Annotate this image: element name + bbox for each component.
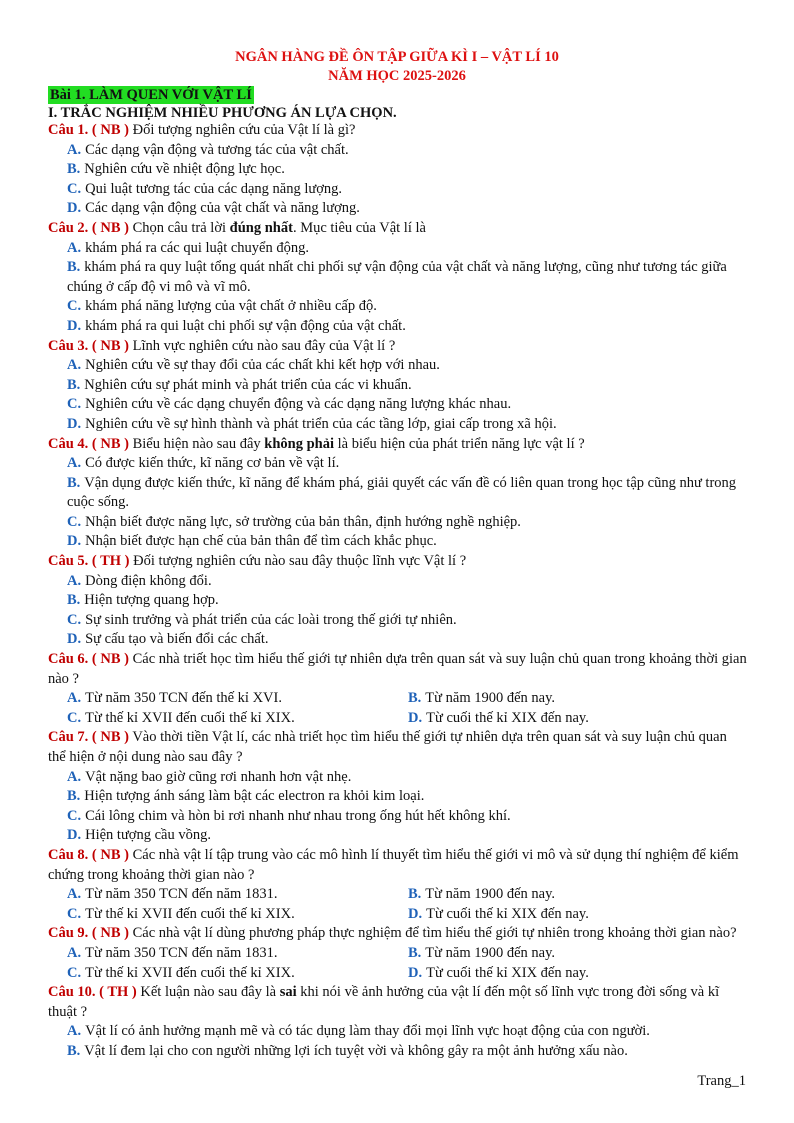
answer-option-a[interactable] (67, 1022, 748, 1042)
option-letter: A. (67, 141, 82, 158)
option-letter: C. (67, 513, 82, 530)
question-text: Đối tượng nghiên cứu của Vật lí là gì? (128, 122, 356, 138)
option-text: Từ cuối thế kỉ XIX đến nay. (426, 905, 589, 922)
option-letter: D. (67, 415, 82, 432)
question-block (48, 435, 748, 553)
option-letter: B. (67, 376, 81, 393)
answer-option-a[interactable] (67, 689, 408, 709)
answer-option-d[interactable] (67, 826, 748, 846)
option-text: Hiện tượng ánh sáng làm bật các electron ra khỏi kim loại. (84, 788, 425, 805)
answer-options (48, 885, 748, 924)
option-row (67, 964, 748, 984)
page-number: Trang_1 (697, 1073, 746, 1089)
question-text: Lĩnh vực nghiên cứu nào sau đây của Vật lí ? (128, 337, 396, 354)
answer-option-c[interactable] (67, 513, 748, 533)
question-number: Câu 9. ( NB ) (48, 925, 129, 942)
answer-option-d[interactable] (408, 964, 749, 984)
answer-option-b[interactable] (67, 787, 748, 807)
option-letter: C. (67, 298, 82, 315)
option-letter: A. (67, 768, 82, 785)
answer-option-b[interactable] (408, 885, 749, 905)
option-letter: B. (408, 886, 422, 903)
answer-option-c[interactable] (67, 395, 748, 415)
part-heading: I. TRẮC NGHIỆM NHIỀU PHƯƠNG ÁN LỰA CHỌN. (48, 105, 397, 121)
option-text: Sự cấu tạo và biến đổi các chất. (85, 631, 269, 648)
option-text: Vật nặng bao giờ cũng rơi nhanh hơn vật nhẹ. (85, 768, 352, 785)
option-row (67, 885, 748, 905)
question-text: Các nhà vật lí tập trung vào các mô hình lí thuyết tìm hiểu thế giới vi mô và sử dụng thí nghiệm để kiểm chứng trong khoảng thời gian nào ? (48, 846, 739, 883)
question-number: Câu 8. ( NB ) (48, 846, 129, 863)
question-number: Câu 7. ( NB ) (48, 729, 129, 746)
question-number: Câu 10. ( TH ) (48, 984, 137, 1001)
answer-option-d[interactable] (67, 415, 748, 435)
answer-options (48, 141, 748, 219)
question-emphasis: không phải (264, 435, 335, 452)
option-text: Qui luật tương tác của các dạng năng lượng. (85, 180, 343, 197)
option-text: Nhận biết được năng lực, sở trường của bản thân, định hướng nghề nghiệp. (85, 513, 521, 530)
option-letter: B. (67, 161, 81, 178)
option-text: Từ năm 1900 đến nay. (425, 690, 556, 707)
question-text: Các nhà vật lí dùng phương pháp thực nghiệm để tìm hiểu thế giới tự nhiên trong khoảng thời gian nào? (128, 925, 737, 942)
option-letter: C. (67, 709, 82, 726)
option-letter: D. (67, 631, 82, 648)
question-stem (48, 219, 748, 239)
question-block (48, 552, 748, 650)
answer-option-a[interactable] (67, 885, 408, 905)
answer-options (48, 1022, 748, 1061)
question-text: là biểu hiện của phát triển năng lực vật lí ? (334, 435, 585, 452)
question-list (48, 121, 748, 1062)
option-letter: A. (67, 944, 82, 961)
question-text: Biểu hiện nào sau đây (128, 435, 265, 452)
option-row (67, 709, 748, 729)
question-block (48, 219, 748, 337)
option-letter: C. (67, 396, 82, 413)
option-letter: D. (67, 827, 82, 844)
answer-options (48, 768, 748, 846)
answer-option-c[interactable] (67, 964, 408, 984)
option-text: Nghiên cứu về các dạng chuyển động và các dạng năng lượng khác nhau. (85, 396, 512, 413)
option-text: Nghiên cứu về sự hình thành và phát triển của các tầng lớp, giai cấp trong xã hội. (85, 415, 557, 432)
option-text: Từ thế kỉ XVII đến cuối thế kỉ XIX. (85, 905, 295, 922)
question-stem (48, 846, 748, 885)
question-block (48, 983, 748, 1061)
option-text: khám phá ra qui luật chi phối sự vận động của vật chất. (85, 317, 406, 334)
question-number: Câu 3. ( NB ) (48, 337, 129, 354)
document-title: NGÂN HÀNG ĐỀ ÔN TẬP GIỮA KÌ I – VẬT LÍ 10 (235, 49, 559, 65)
question-number: Câu 1. ( NB ) (48, 122, 129, 138)
question-stem (48, 650, 748, 689)
question-block (48, 650, 748, 728)
answer-option-b[interactable] (408, 944, 749, 964)
option-text: Từ năm 350 TCN đến năm 1831. (85, 944, 278, 961)
option-text: Có được kiến thức, kĩ năng cơ bản về vật lí. (85, 455, 340, 472)
option-text: Các dạng vận động và tương tác của vật chất. (85, 141, 349, 158)
question-text: Vào thời tiền Vật lí, các nhà triết học tìm hiểu thế giới tự nhiên dựa trên quan sát và suy luận chủ quan thể hiện ở nội dung nào sau đây ? (48, 729, 727, 765)
question-stem (48, 728, 748, 767)
option-letter: B. (408, 690, 422, 707)
answer-option-b[interactable] (67, 1042, 748, 1062)
option-letter: A. (67, 239, 82, 256)
answer-option-a[interactable] (67, 141, 748, 161)
option-letter: D. (408, 709, 423, 726)
answer-options (48, 356, 748, 434)
question-emphasis: đúng nhất (229, 219, 293, 236)
option-letter: A. (67, 357, 82, 374)
option-text: khám phá ra quy luật tổng quát nhất chi phối sự vận động của vật chất và năng lượng, cũng như tương tác giữa chúng ở cấp độ vi mô và vĩ mô. (67, 259, 727, 295)
option-text: Sự sinh trưởng và phát triển của các loài trong thế giới tự nhiên. (85, 611, 457, 628)
answer-option-d[interactable] (408, 709, 749, 729)
answer-option-c[interactable] (67, 611, 748, 631)
question-emphasis: sai (279, 984, 297, 1001)
answer-option-a[interactable] (67, 768, 748, 788)
option-letter: B. (408, 944, 422, 961)
option-letter: D. (67, 317, 82, 334)
question-stem (48, 435, 748, 455)
question-text: . Mục tiêu của Vật lí là (292, 219, 426, 236)
option-letter: B. (67, 474, 81, 491)
option-letter: D. (408, 964, 423, 981)
answer-options (48, 239, 748, 337)
option-text: Từ năm 350 TCN đến năm 1831. (85, 886, 278, 903)
question-stem (48, 552, 748, 572)
option-row (67, 944, 748, 964)
answer-option-d[interactable] (408, 905, 749, 925)
answer-option-a[interactable] (67, 454, 748, 474)
option-text: Từ thế kỉ XVII đến cuối thế kỉ XIX. (85, 709, 295, 726)
answer-options (48, 454, 748, 552)
option-row (67, 689, 748, 709)
question-text: Chọn câu trả lời (128, 219, 230, 236)
question-text: khi nói về ảnh hưởng của vật lí đến một số lĩnh vực trong đời sống và kĩ thuật ? (48, 984, 720, 1020)
option-letter: C. (67, 180, 82, 197)
option-letter: B. (67, 592, 81, 609)
option-text: Từ cuối thế kỉ XIX đến nay. (426, 964, 589, 981)
option-letter: D. (408, 905, 423, 922)
answer-option-a[interactable] (67, 944, 408, 964)
option-text: Vật lí đem lại cho con người những lợi ích tuyệt vời và không gây ra một ảnh hưởng xấu nào. (84, 1042, 628, 1059)
option-text: Từ năm 1900 đến nay. (425, 944, 556, 961)
answer-option-d[interactable] (67, 317, 748, 337)
answer-option-b[interactable] (67, 258, 748, 297)
option-text: Cái lông chim và hòn bi rơi nhanh như nhau trong ống hút hết không khí. (85, 807, 511, 824)
question-stem (48, 337, 748, 357)
question-stem (48, 121, 748, 141)
option-letter: A. (67, 572, 82, 589)
question-number: Câu 2. ( NB ) (48, 219, 129, 236)
question-number: Câu 6. ( NB ) (48, 651, 129, 668)
school-year: NĂM HỌC 2025-2026 (328, 68, 466, 84)
option-text: Vận dụng được kiến thức, kĩ năng để khám phá, giải quyết các vấn đề có liên quan trong học tập cũng như trong cuộc sống. (67, 474, 737, 511)
answer-option-d[interactable] (67, 630, 748, 650)
answer-options (48, 572, 748, 650)
option-letter: A. (67, 690, 82, 707)
option-text: Dòng điện không đổi. (85, 572, 212, 589)
option-text: Vật lí có ảnh hưởng mạnh mẽ và có tác dụng làm thay đổi mọi lĩnh vực hoạt động của con người. (85, 1023, 650, 1040)
question-text: Kết luận nào sau đây là (136, 984, 280, 1001)
question-block (48, 121, 748, 219)
option-text: Từ năm 350 TCN đến thế kỉ XVI. (85, 690, 282, 707)
answer-option-b[interactable] (67, 591, 748, 611)
answer-option-b[interactable] (408, 689, 749, 709)
answer-option-c[interactable] (67, 180, 748, 200)
option-text: Từ thế kỉ XVII đến cuối thế kỉ XIX. (85, 964, 295, 981)
option-text: Hiện tượng quang hợp. (84, 592, 219, 609)
answer-option-b[interactable] (67, 160, 748, 180)
question-text: Các nhà triết học tìm hiểu thế giới tự nhiên dựa trên quan sát và suy luận chủ quan trong khoảng thời gian nào ? (48, 651, 747, 687)
question-block (48, 337, 748, 435)
option-text: Hiện tượng cầu vồng. (85, 827, 211, 844)
answer-option-c[interactable] (67, 709, 408, 729)
answer-option-a[interactable] (67, 356, 748, 376)
option-text: Nhận biết được hạn chế của bản thân để tìm cách khắc phục. (85, 533, 437, 550)
question-stem (48, 924, 748, 944)
option-letter: A. (67, 1023, 82, 1040)
option-text: Nghiên cứu sự phát minh và phát triển của các vi khuẩn. (84, 376, 412, 393)
option-text: Nghiên cứu về sự thay đổi của các chất khi kết hợp với nhau. (85, 357, 440, 374)
option-letter: B. (67, 259, 81, 276)
answer-option-a[interactable] (67, 239, 748, 259)
option-text: Các dạng vận động của vật chất và năng lượng. (85, 200, 360, 217)
option-text: Nghiên cứu về nhiệt động lực học. (84, 161, 285, 178)
question-stem (48, 983, 748, 1022)
option-letter: C. (67, 905, 82, 922)
question-number: Câu 4. ( NB ) (48, 435, 129, 452)
answer-option-a[interactable] (67, 572, 748, 592)
answer-option-b[interactable] (67, 376, 748, 396)
option-letter: A. (67, 886, 82, 903)
option-letter: B. (67, 1042, 81, 1059)
question-block (48, 924, 748, 983)
option-letter: A. (67, 455, 82, 472)
lesson-heading: Bài 1. LÀM QUEN VỚI VẬT LÍ (50, 87, 252, 103)
question-block (48, 728, 748, 846)
answer-options (48, 689, 748, 728)
option-row (67, 905, 748, 925)
option-letter: D. (67, 533, 82, 550)
answer-option-d[interactable] (67, 199, 748, 219)
question-block (48, 846, 748, 924)
option-text: Từ cuối thế kỉ XIX đến nay. (426, 709, 589, 726)
option-text: khám phá năng lượng của vật chất ở nhiều cấp độ. (85, 298, 377, 315)
option-letter: C. (67, 611, 82, 628)
question-number: Câu 5. ( TH ) (48, 553, 130, 570)
option-text: Từ năm 1900 đến nay. (425, 886, 556, 903)
question-text: Đối tượng nghiên cứu nào sau đây thuộc lĩnh vực Vật lí ? (129, 553, 467, 570)
option-letter: D. (67, 200, 82, 217)
option-letter: C. (67, 964, 82, 981)
option-letter: B. (67, 788, 81, 805)
option-letter: C. (67, 807, 82, 824)
answer-option-c[interactable] (67, 297, 748, 317)
answer-option-d[interactable] (67, 532, 748, 552)
option-text: khám phá ra các qui luật chuyển động. (85, 239, 309, 256)
answer-option-b[interactable] (67, 474, 748, 513)
answer-options (48, 944, 748, 983)
answer-option-c[interactable] (67, 905, 408, 925)
answer-option-c[interactable] (67, 807, 748, 827)
